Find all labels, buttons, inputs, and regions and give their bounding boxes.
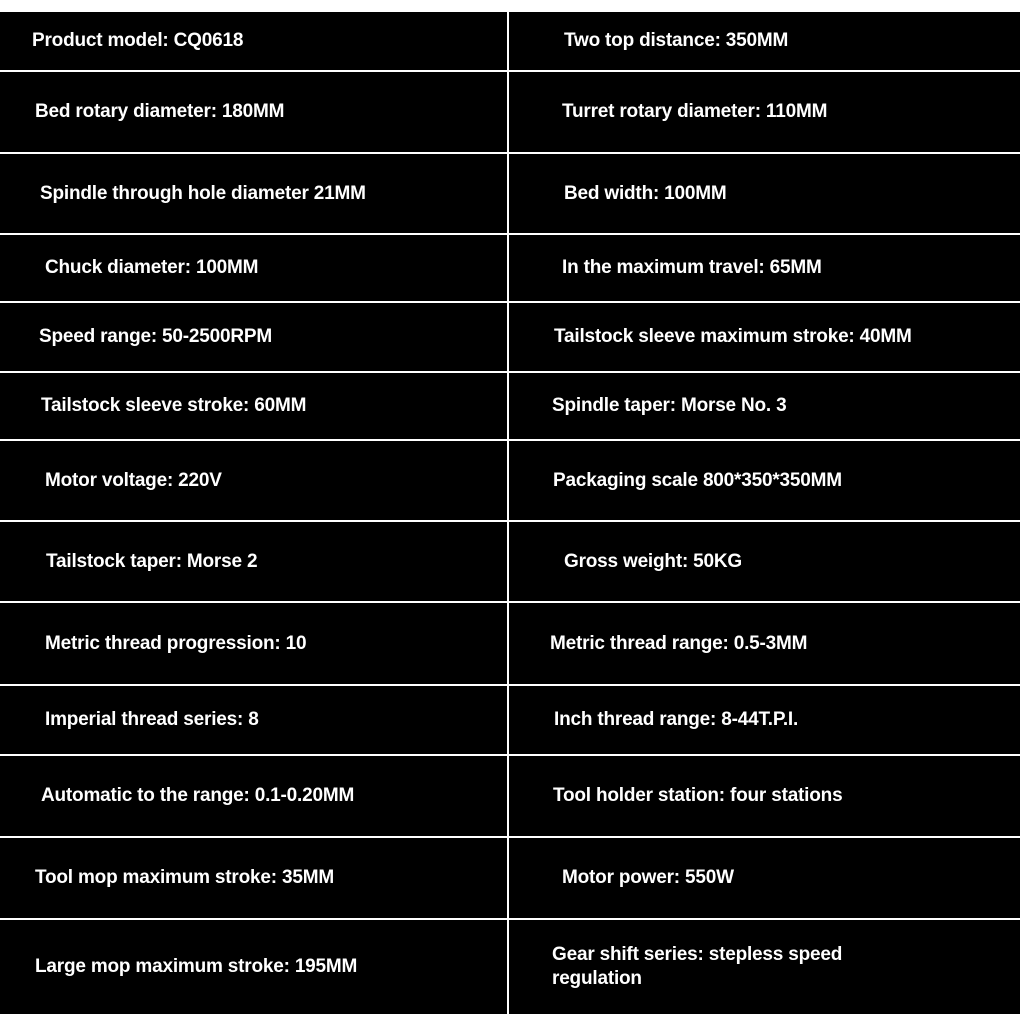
spec-text: Motor voltage: 220V <box>45 469 222 491</box>
spec-cell-right <box>509 72 1020 152</box>
spec-row <box>0 373 1024 439</box>
spec-cell-left <box>0 522 507 601</box>
spec-row <box>0 12 1024 70</box>
spec-text: Tailstock sleeve stroke: 60MM <box>41 395 307 416</box>
spec-text: Spindle through hole diameter 21MM <box>40 182 366 204</box>
spec-text: Tool mop maximum stroke: 35MM <box>35 867 334 888</box>
spec-cell-left <box>0 235 507 301</box>
spec-text: Bed rotary diameter: 180MM <box>35 101 285 122</box>
spec-cell-left <box>0 686 507 754</box>
spec-row <box>0 603 1024 684</box>
spec-cell-right <box>509 235 1020 301</box>
spec-cell-left <box>0 373 507 439</box>
spec-row <box>0 154 1024 233</box>
spec-cell-right <box>509 603 1020 684</box>
spec-text: Inch thread range: 8-44T.P.I. <box>554 709 799 730</box>
spec-text: Spindle taper: Morse No. 3 <box>552 395 787 416</box>
spec-cell-left <box>0 12 507 70</box>
spec-text: Packaging scale 800*350*350MM <box>553 469 842 491</box>
spec-row <box>0 756 1024 836</box>
spec-row <box>0 441 1024 520</box>
spec-cell-right <box>509 920 1020 1014</box>
spec-text: Metric thread progression: 10 <box>45 632 307 654</box>
spec-text: Metric thread range: 0.5-3MM <box>550 632 808 654</box>
spec-cell-right <box>509 154 1020 233</box>
spec-cell-right <box>509 12 1020 70</box>
spec-text: Tailstock taper: Morse 2 <box>46 550 258 572</box>
spec-cell-right <box>509 838 1020 918</box>
spec-cell-left <box>0 603 507 684</box>
spec-text: Chuck diameter: 100MM <box>45 257 259 278</box>
spec-row <box>0 522 1024 601</box>
spec-text: Two top distance: 350MM <box>564 30 789 51</box>
spec-cell-right <box>509 441 1020 520</box>
spec-text: Gross weight: 50KG <box>564 550 742 572</box>
spec-row <box>0 838 1024 918</box>
spec-cell-right <box>509 756 1020 836</box>
spec-text: Motor power: 550W <box>562 867 734 888</box>
spec-text: Large mop maximum stroke: 195MM <box>35 956 358 977</box>
spec-text: Automatic to the range: 0.1-0.20MM <box>41 785 355 806</box>
spec-text: In the maximum travel: 65MM <box>562 257 822 278</box>
spec-cell-right <box>509 686 1020 754</box>
spec-text: Tailstock sleeve maximum stroke: 40MM <box>554 326 912 347</box>
spec-text: Turret rotary diameter: 110MM <box>562 101 828 122</box>
spec-cell-left <box>0 920 507 1014</box>
spec-cell-left <box>0 756 507 836</box>
spec-text: Speed range: 50-2500RPM <box>39 326 272 347</box>
spec-cell-left <box>0 72 507 152</box>
spec-text: Imperial thread series: 8 <box>45 709 259 730</box>
spec-row <box>0 686 1024 754</box>
spec-cell-right <box>509 373 1020 439</box>
spec-cell-left <box>0 441 507 520</box>
spec-table <box>0 12 1024 1014</box>
spec-cell-left <box>0 303 507 371</box>
spec-text: Gear shift series: stepless speed regulation <box>552 944 843 989</box>
spec-row <box>0 303 1024 371</box>
spec-cell-left <box>0 154 507 233</box>
spec-cell-right <box>509 303 1020 371</box>
spec-text: Tool holder station: four stations <box>553 785 843 806</box>
spec-cell-left <box>0 838 507 918</box>
spec-row <box>0 72 1024 152</box>
spec-cell-right <box>509 522 1020 601</box>
spec-text: Bed width: 100MM <box>564 182 727 204</box>
spec-row <box>0 920 1024 1014</box>
spec-text: Product model: CQ0618 <box>32 30 244 51</box>
spec-row <box>0 235 1024 301</box>
